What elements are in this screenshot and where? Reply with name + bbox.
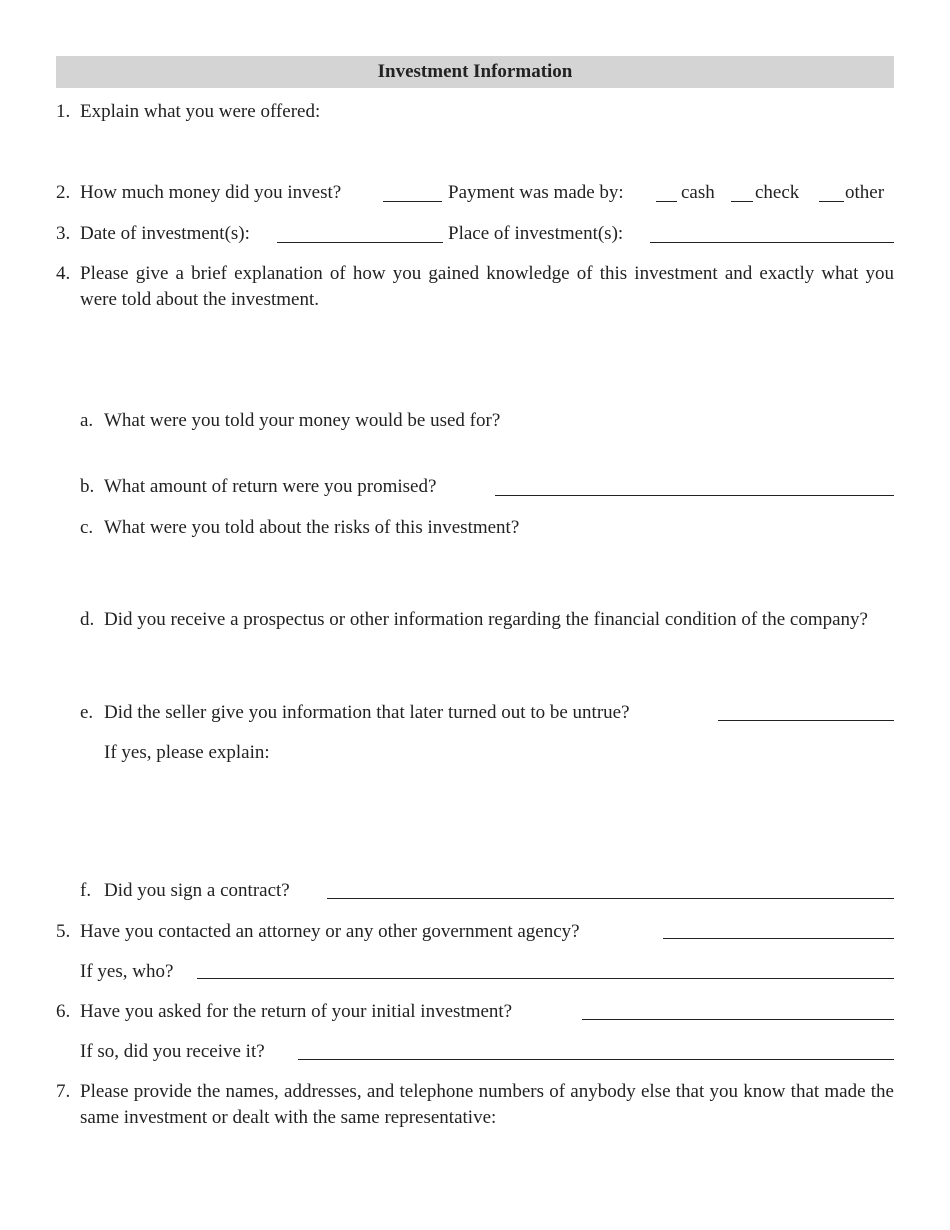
check-option-label: check	[755, 182, 800, 203]
section-title: Investment Information	[56, 56, 894, 88]
q4e-label: Did the seller give you information that later turned out to be untrue?	[104, 702, 630, 723]
q4a-letter: a.	[80, 410, 94, 431]
amount-invested-field[interactable]	[383, 201, 442, 202]
q6-followup: If so, did you receive it?	[80, 1041, 265, 1062]
place-field[interactable]	[650, 242, 894, 243]
who-field[interactable]	[197, 978, 894, 979]
q4c-label: What were you told about the risks of this investment?	[104, 517, 520, 538]
q1-number: 1.	[56, 101, 71, 122]
q4d-letter: d.	[80, 609, 95, 630]
contacted-attorney-field[interactable]	[663, 938, 894, 939]
return-promised-field[interactable]	[495, 495, 894, 496]
date-label: Date of investment(s):	[80, 223, 250, 244]
other-checkbox-line[interactable]	[819, 201, 844, 202]
q5-followup: If yes, who?	[80, 961, 174, 982]
contract-field[interactable]	[327, 898, 894, 899]
q7-label: Please provide the names, addresses, and telephone numbers of anybody else that you know that made the same investment or dealt with the same representative:	[80, 1081, 894, 1128]
q2-number: 2.	[56, 182, 71, 203]
q5-number: 5.	[56, 921, 71, 942]
q4b-letter: b.	[80, 476, 95, 497]
q5-label: Have you contacted an attorney or any other government agency?	[80, 921, 580, 942]
q4d-label: Did you receive a prospectus or other information regarding the financial condition of the company?	[104, 609, 868, 630]
investment-form	[56, 56, 894, 88]
q4e-letter: e.	[80, 702, 94, 723]
q2-label: How much money did you invest?	[80, 182, 342, 203]
date-field[interactable]	[277, 242, 443, 243]
q4-label: Please give a brief explanation of how you gained knowledge of this investment and exactly what you were told about the investment.	[80, 263, 894, 310]
q6-label: Have you asked for the return of your initial investment?	[80, 1001, 513, 1022]
place-label: Place of investment(s):	[448, 223, 624, 244]
q1-label: Explain what you were offered:	[80, 101, 321, 122]
received-return-field[interactable]	[298, 1059, 894, 1060]
q4c-letter: c.	[80, 517, 94, 538]
q4f-letter: f.	[80, 880, 92, 901]
q4e-followup: If yes, please explain:	[104, 742, 270, 763]
q3-number: 3.	[56, 223, 71, 244]
q6-number: 6.	[56, 1001, 71, 1022]
other-option-label: other	[845, 182, 885, 203]
q4b-label: What amount of return were you promised?	[104, 476, 437, 497]
cash-checkbox-line[interactable]	[656, 201, 677, 202]
q7-number: 7.	[56, 1081, 71, 1102]
cash-option-label: cash	[681, 182, 715, 203]
payment-label: Payment was made by:	[448, 182, 624, 203]
untrue-info-field[interactable]	[718, 720, 894, 721]
q4f-label: Did you sign a contract?	[104, 880, 290, 901]
check-checkbox-line[interactable]	[731, 201, 753, 202]
q4-number: 4.	[56, 263, 71, 284]
q4a-label: What were you told your money would be used for?	[104, 410, 501, 431]
asked-return-field[interactable]	[582, 1019, 894, 1020]
